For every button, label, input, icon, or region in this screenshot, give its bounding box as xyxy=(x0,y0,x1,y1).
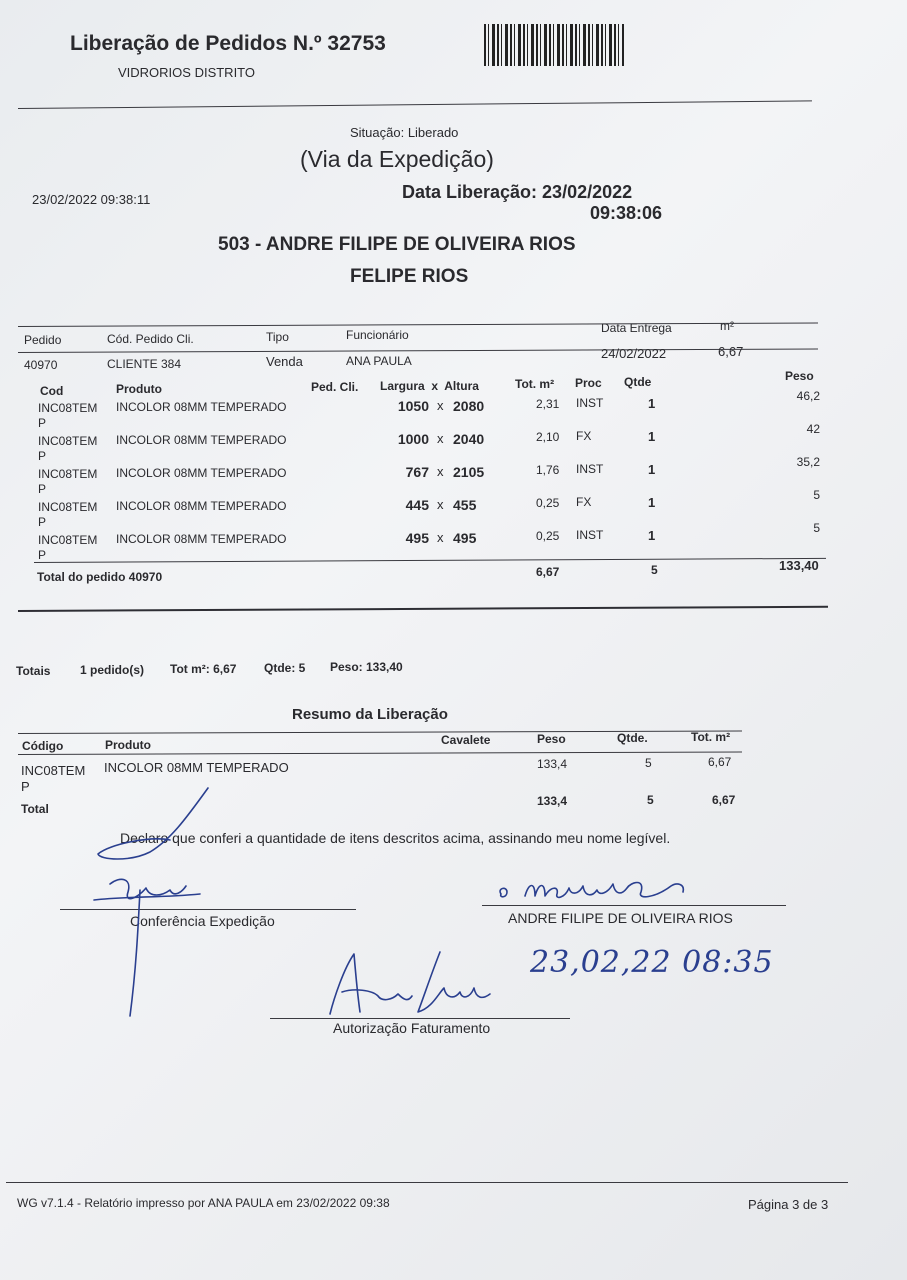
barcode xyxy=(484,24,624,66)
order-total-peso: 133,40 xyxy=(779,558,819,573)
item-code-suffix: P xyxy=(38,515,47,529)
summary-title: Resumo da Liberação xyxy=(292,706,448,723)
summary-total-peso: 133,4 xyxy=(537,794,568,808)
item-code: INC08TEM xyxy=(38,467,98,481)
item-width: 767 xyxy=(405,464,429,480)
totals-peso: Peso: 133,40 xyxy=(330,660,403,674)
client-signature-label: ANDRE FILIPE DE OLIVEIRA RIOS xyxy=(508,910,733,926)
document-title: Liberação de Pedidos N.º 32753 xyxy=(70,32,386,55)
items-col-qtde: Qtde xyxy=(624,375,652,389)
item-m2: 2,10 xyxy=(536,430,560,444)
release-time: 09:38:06 xyxy=(590,203,663,223)
col-m2-label: m² xyxy=(720,319,734,333)
summary-row-product: INCOLOR 08MM TEMPERADO xyxy=(104,760,289,775)
summary-row-peso: 133,4 xyxy=(537,757,568,771)
client-nickname: FELIPE RIOS xyxy=(350,266,469,287)
item-peso: 35,2 xyxy=(796,455,820,469)
item-m2: 2,31 xyxy=(536,397,560,411)
col-funcionario-label: Funcionário xyxy=(346,328,409,342)
item-width: 1000 xyxy=(397,431,429,447)
item-qtde: 1 xyxy=(648,462,656,477)
item-proc: INST xyxy=(576,528,604,542)
divider xyxy=(18,606,828,612)
items-col-dims: Largura x Altura xyxy=(380,379,479,393)
order-employee: ANA PAULA xyxy=(346,354,412,368)
col-pedido-label: Pedido xyxy=(24,333,62,347)
item-m2: 1,76 xyxy=(536,463,560,477)
order-number: 40970 xyxy=(24,358,58,372)
item-code-suffix: P xyxy=(38,416,47,430)
autorizacao-label: Autorização Faturamento xyxy=(333,1020,491,1036)
via-title: (Via da Expedição) xyxy=(300,146,494,172)
summary-total-qtde: 5 xyxy=(647,793,654,807)
divider xyxy=(18,349,818,353)
item-qtde: 1 xyxy=(648,396,656,411)
item-proc: INST xyxy=(576,462,604,476)
items-col-cod: Cod xyxy=(40,384,64,398)
item-code-suffix: P xyxy=(38,449,47,463)
page-number: Página 3 de 3 xyxy=(748,1197,829,1212)
summary-row-tot: 6,67 xyxy=(708,755,732,769)
autorizacao-signature xyxy=(320,948,500,1020)
item-product: INCOLOR 08MM TEMPERADO xyxy=(116,400,287,414)
footer-text: WG v7.1.4 - Relatório impresso por ANA PAULA em 23/02/2022 09:38 xyxy=(17,1196,390,1210)
col-data-entrega-label: Data Entrega xyxy=(601,321,672,335)
handwritten-date: 23,02,22 08:35 xyxy=(530,945,774,980)
item-dim-sep: x xyxy=(437,530,444,545)
client-name: 503 - ANDRE FILIPE DE OLIVEIRA RIOS xyxy=(218,234,576,255)
summary-col-qtde: Qtde. xyxy=(617,731,648,745)
footer-divider xyxy=(6,1182,848,1183)
item-peso: 5 xyxy=(813,521,820,535)
divider xyxy=(18,323,818,327)
item-code: INC08TEM xyxy=(38,434,98,448)
items-col-tot: Tot. m² xyxy=(515,377,555,391)
item-dim-sep: x xyxy=(437,497,444,512)
summary-total-tot: 6,67 xyxy=(712,793,736,807)
item-qtde: 1 xyxy=(648,429,656,444)
summary-col-tot: Tot. m² xyxy=(691,730,731,744)
summary-col-peso: Peso xyxy=(537,732,566,746)
item-height: 495 xyxy=(453,530,477,546)
item-peso: 46,2 xyxy=(796,389,820,403)
totals-m2: Tot m²: 6,67 xyxy=(170,662,237,676)
item-dim-sep: x xyxy=(437,431,444,446)
item-product: INCOLOR 08MM TEMPERADO xyxy=(116,532,287,546)
conferencia-signature xyxy=(90,780,230,1020)
col-tipo-label: Tipo xyxy=(266,330,289,344)
status-text: Situação: Liberado xyxy=(350,125,459,140)
order-total-m2: 6,67 xyxy=(536,565,560,579)
item-qtde: 1 xyxy=(648,528,656,543)
divider xyxy=(18,100,812,109)
order-type: Venda xyxy=(266,354,303,369)
totals-qtde: Qtde: 5 xyxy=(264,661,306,675)
item-height: 2105 xyxy=(453,464,485,480)
order-total-qtde: 5 xyxy=(651,563,658,577)
items-col-produto: Produto xyxy=(116,382,162,396)
summary-col-produto: Produto xyxy=(105,738,151,752)
item-qtde: 1 xyxy=(648,495,656,510)
printed-datetime: 23/02/2022 09:38:11 xyxy=(32,192,151,207)
item-dim-sep: x xyxy=(437,464,444,479)
items-col-proc: Proc xyxy=(575,376,602,390)
totals-pedidos: 1 pedido(s) xyxy=(80,663,145,677)
items-col-peso: Peso xyxy=(785,369,814,383)
item-peso: 5 xyxy=(813,488,820,502)
item-code: INC08TEM xyxy=(38,533,98,547)
item-width: 1050 xyxy=(397,398,429,414)
summary-row-qtde: 5 xyxy=(645,756,652,770)
release-date: Data Liberação: 23/02/2022 xyxy=(402,182,633,202)
item-height: 2080 xyxy=(453,398,485,414)
item-proc: FX xyxy=(576,429,592,443)
order-client-code: CLIENTE 384 xyxy=(107,357,182,371)
item-width: 495 xyxy=(405,530,429,546)
item-code-suffix: P xyxy=(38,548,47,562)
item-proc: FX xyxy=(576,495,592,509)
item-code: INC08TEM xyxy=(38,500,98,514)
summary-row-code: INC08TEM xyxy=(21,763,86,778)
divider xyxy=(34,558,826,563)
summary-col-cavalete: Cavalete xyxy=(441,733,491,747)
client-signature xyxy=(495,872,695,908)
item-peso: 42 xyxy=(806,422,820,436)
conferencia-label: Conferência Expedição xyxy=(130,913,275,929)
col-codcli-label: Cód. Pedido Cli. xyxy=(107,332,194,346)
item-code-suffix: P xyxy=(38,482,47,496)
item-m2: 0,25 xyxy=(536,496,560,510)
items-col-pedcli: Ped. Cli. xyxy=(311,380,359,394)
item-m2: 0,25 xyxy=(536,529,560,543)
company-name: VIDRORIOS DISTRITO xyxy=(118,65,255,80)
declaration-text: Declaro que conferi a quantidade de itens descritos acima, assinando meu nome legível. xyxy=(120,830,671,846)
item-code: INC08TEM xyxy=(38,401,98,415)
order-total-label: Total do pedido 40970 xyxy=(37,570,163,584)
item-width: 445 xyxy=(405,497,429,513)
summary-row-code-suffix: P xyxy=(21,779,30,794)
summary-total-label: Total xyxy=(21,802,49,816)
item-dim-sep: x xyxy=(437,398,444,413)
item-product: INCOLOR 08MM TEMPERADO xyxy=(116,466,287,480)
order-m2: 6,67 xyxy=(718,344,744,359)
item-height: 455 xyxy=(453,497,477,513)
divider xyxy=(18,751,742,755)
summary-col-codigo: Código xyxy=(22,739,64,753)
item-height: 2040 xyxy=(453,431,485,447)
item-product: INCOLOR 08MM TEMPERADO xyxy=(116,499,287,513)
item-product: INCOLOR 08MM TEMPERADO xyxy=(116,433,287,447)
item-proc: INST xyxy=(576,396,604,410)
order-delivery-date: 24/02/2022 xyxy=(601,346,667,361)
totals-label: Totais xyxy=(16,664,51,678)
